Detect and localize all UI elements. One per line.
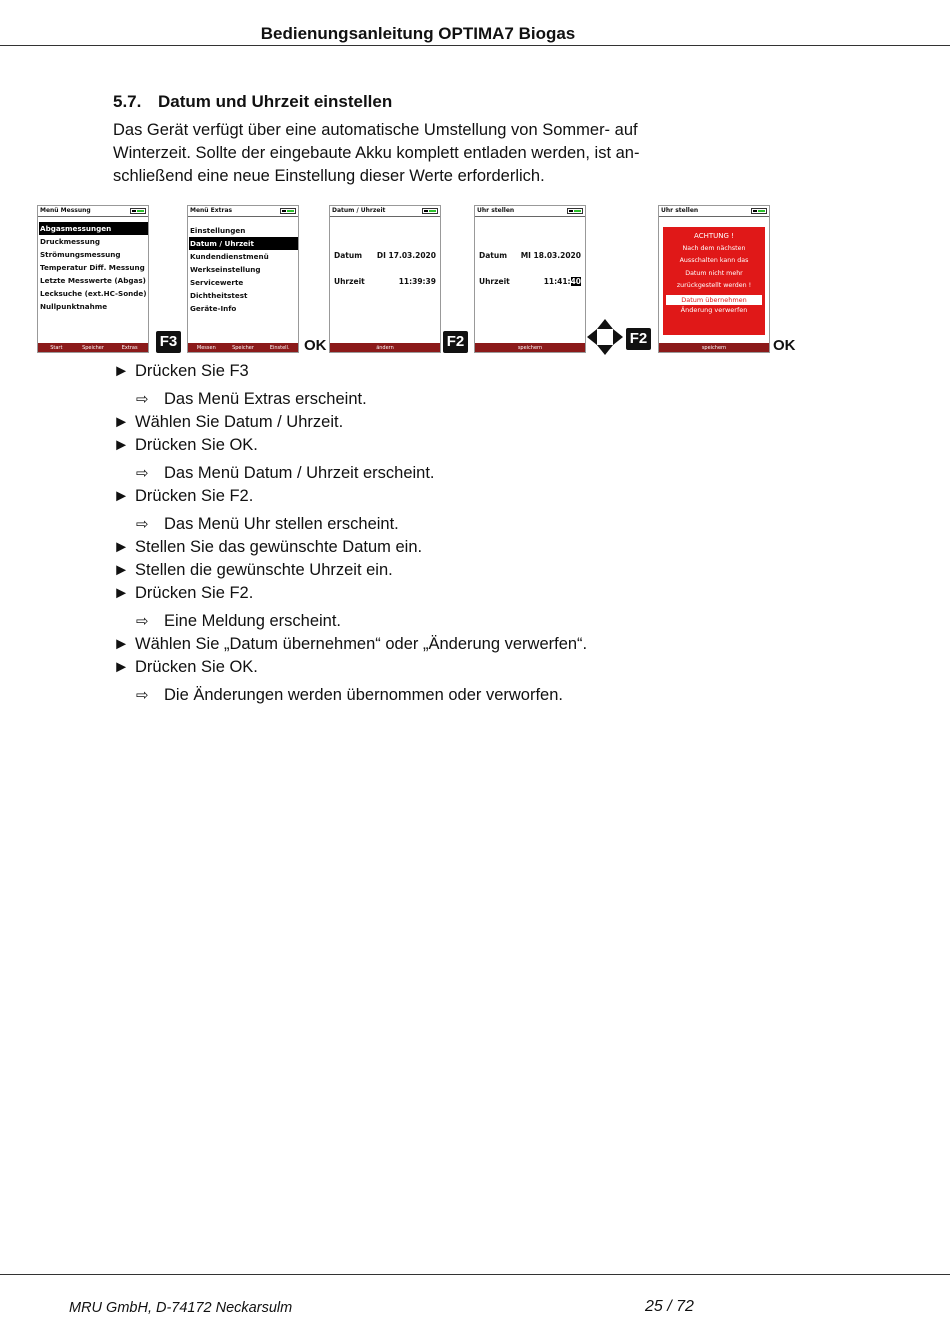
step-text: Drücken Sie F2. — [135, 584, 254, 602]
battery-icon — [280, 208, 296, 214]
result-step — [136, 464, 435, 483]
screen-menu — [189, 224, 298, 315]
warning-dialog — [663, 227, 765, 335]
result-arrow-icon: ⇨ — [136, 687, 149, 704]
action-arrow-icon: ► — [113, 561, 130, 579]
step-text: Wählen Sie „Datum übernehmen“ oder „Änderung verwerfen“. — [135, 635, 588, 653]
field-value: 11:39:39 — [398, 277, 436, 286]
key-f2: F2 — [626, 328, 651, 350]
step-text: Das Menü Extras erscheint. — [164, 390, 367, 408]
intro-line: Winterzeit. Sollte der eingebaute Akku komplett entladen werden, ist an- — [113, 144, 640, 162]
menu-item: Datum / Uhrzeit — [189, 237, 298, 250]
screen-menu — [39, 222, 148, 313]
softkey-label: Messen — [196, 344, 216, 351]
battery-icon — [567, 208, 583, 214]
step-text: Eine Meldung erscheint. — [164, 612, 342, 630]
menu-item: Dichtheitstest — [190, 291, 248, 300]
softkey-label: speichern — [517, 344, 543, 351]
step-text: Drücken Sie F3 — [135, 362, 249, 380]
softkey-label: Extras — [121, 344, 138, 351]
screen-title: Menü Messung — [40, 207, 91, 214]
menu-item: Temperatur Diff. Messung — [40, 263, 145, 272]
menu-item: Abgasmessungen — [39, 222, 148, 235]
step-text: Stellen Sie das gewünschte Datum ein. — [135, 538, 423, 556]
softkey-label: ändern — [376, 344, 394, 351]
alert-option: Änderung verwerfen — [680, 305, 748, 314]
softkey-bar — [38, 343, 148, 352]
footer-company: MRU GmbH, D-74172 Neckarsulm — [69, 1300, 293, 1316]
field-label: Uhrzeit — [479, 277, 510, 286]
key-ok: OK — [304, 337, 327, 354]
action-step — [113, 584, 253, 603]
screen-menu-messung — [37, 205, 149, 353]
screen-title: Uhr stellen — [477, 207, 515, 214]
page-header-title: Bedienungsanleitung OPTIMA7 Biogas — [260, 24, 576, 43]
menu-item: Strömungsmessung — [40, 250, 121, 259]
page-number: 25 / 72 — [645, 1298, 694, 1315]
result-step — [136, 612, 341, 631]
menu-item: Nullpunktnahme — [40, 302, 108, 311]
step-text: Die Änderungen werden übernommen oder verworfen. — [164, 686, 563, 704]
action-arrow-icon: ► — [113, 538, 130, 556]
action-step — [113, 362, 249, 381]
step-text: Wählen Sie Datum / Uhrzeit. — [135, 413, 344, 431]
battery-icon — [422, 208, 438, 214]
screen-title: Datum / Uhrzeit — [332, 207, 386, 214]
action-arrow-icon: ► — [113, 487, 130, 505]
screen-title: Menü Extras — [190, 207, 233, 214]
time-field — [479, 277, 581, 286]
field-label: Uhrzeit — [334, 277, 365, 286]
cursor-digits: 40 — [570, 277, 581, 286]
step-text: Drücken Sie OK. — [135, 436, 258, 454]
menu-item: Geräte-Info — [190, 304, 237, 313]
menu-item: Kundendienstmenü — [190, 252, 269, 261]
alert-line: Nach dem nächsten — [682, 244, 746, 252]
step-text: Drücken Sie F2. — [135, 487, 254, 505]
action-step — [113, 635, 587, 654]
action-arrow-icon: ► — [113, 413, 130, 431]
softkey-label: speichern — [701, 344, 727, 351]
alert-line: Datum nicht mehr — [685, 269, 743, 277]
result-arrow-icon: ⇨ — [136, 465, 149, 482]
time-value-fixed: 11:41: — [543, 277, 571, 286]
screen-achtung-alert — [658, 205, 770, 353]
date-field — [334, 251, 436, 260]
action-arrow-icon: ► — [113, 584, 130, 602]
intro-line: Das Gerät verfügt über eine automatische Umstellung von Sommer- auf — [113, 121, 638, 139]
screen-title: Uhr stellen — [661, 207, 699, 214]
step-text: Das Menü Uhr stellen erscheint. — [164, 515, 399, 533]
softkey-bar — [330, 343, 440, 352]
action-step — [113, 658, 258, 677]
result-step — [136, 686, 563, 705]
menu-item: Lecksuche (ext.HC-Sonde) — [40, 289, 147, 298]
section-title — [113, 92, 392, 112]
result-arrow-icon: ⇨ — [136, 391, 149, 408]
result-step — [136, 515, 399, 534]
softkey-bar — [188, 343, 298, 352]
action-arrow-icon: ► — [113, 635, 130, 653]
softkey-label: Speicher — [232, 344, 254, 351]
action-step — [113, 538, 422, 557]
softkey-bar — [475, 343, 585, 352]
footer-rule — [0, 1274, 950, 1275]
alert-line: Ausschalten kann das — [679, 257, 749, 264]
key-f3: F3 — [156, 331, 181, 353]
battery-icon — [751, 208, 767, 214]
action-arrow-icon: ► — [113, 436, 130, 454]
section-title-text: Datum und Uhrzeit einstellen — [158, 92, 393, 111]
action-step — [113, 487, 253, 506]
menu-item: Einstellungen — [190, 226, 246, 235]
menu-item: Servicewerte — [190, 278, 244, 287]
action-step — [113, 436, 258, 455]
battery-icon — [130, 208, 146, 214]
alert-option: Datum übernehmen — [666, 295, 762, 305]
action-arrow-icon: ► — [113, 658, 130, 676]
step-text: Drücken Sie OK. — [135, 658, 258, 676]
screen-uhr-stellen — [474, 205, 586, 353]
screen-menu-extras — [187, 205, 299, 353]
result-arrow-icon: ⇨ — [136, 516, 149, 533]
field-label: Datum — [334, 251, 363, 260]
field-value — [544, 277, 581, 286]
softkey-bar — [659, 343, 769, 352]
header-rule — [0, 45, 950, 46]
key-f2: F2 — [443, 331, 468, 353]
result-step — [136, 390, 367, 409]
date-field — [479, 251, 581, 260]
intro-paragraph — [113, 119, 713, 188]
menu-item: Druckmessung — [40, 237, 100, 246]
action-arrow-icon: ► — [113, 362, 130, 380]
key-ok: OK — [773, 337, 796, 354]
field-label: Datum — [479, 251, 508, 260]
alert-line: zurückgestellt werden ! — [676, 282, 752, 289]
field-value: DI 17.03.2020 — [376, 251, 436, 260]
softkey-label: Start — [50, 344, 63, 351]
step-text: Das Menü Datum / Uhrzeit erscheint. — [164, 464, 435, 482]
step-text: Stellen die gewünschte Uhrzeit ein. — [135, 561, 393, 579]
softkey-label: Einstell. — [269, 344, 290, 351]
navigation-arrows-icon — [587, 319, 623, 355]
softkey-label: Speicher — [82, 344, 104, 351]
action-step — [113, 561, 393, 580]
alert-heading: ACHTUNG ! — [694, 232, 734, 240]
menu-item: Letzte Messwerte (Abgas) — [40, 276, 146, 285]
section-number: 5.7. — [113, 92, 142, 111]
screen-datum-uhrzeit — [329, 205, 441, 353]
action-step — [113, 413, 343, 432]
intro-line: schließend eine neue Einstellung dieser Werte erforderlich. — [113, 167, 545, 185]
field-value: MI 18.03.2020 — [520, 251, 581, 260]
menu-item: Werkseinstellung — [190, 265, 261, 274]
result-arrow-icon: ⇨ — [136, 613, 149, 630]
time-field — [334, 277, 436, 286]
